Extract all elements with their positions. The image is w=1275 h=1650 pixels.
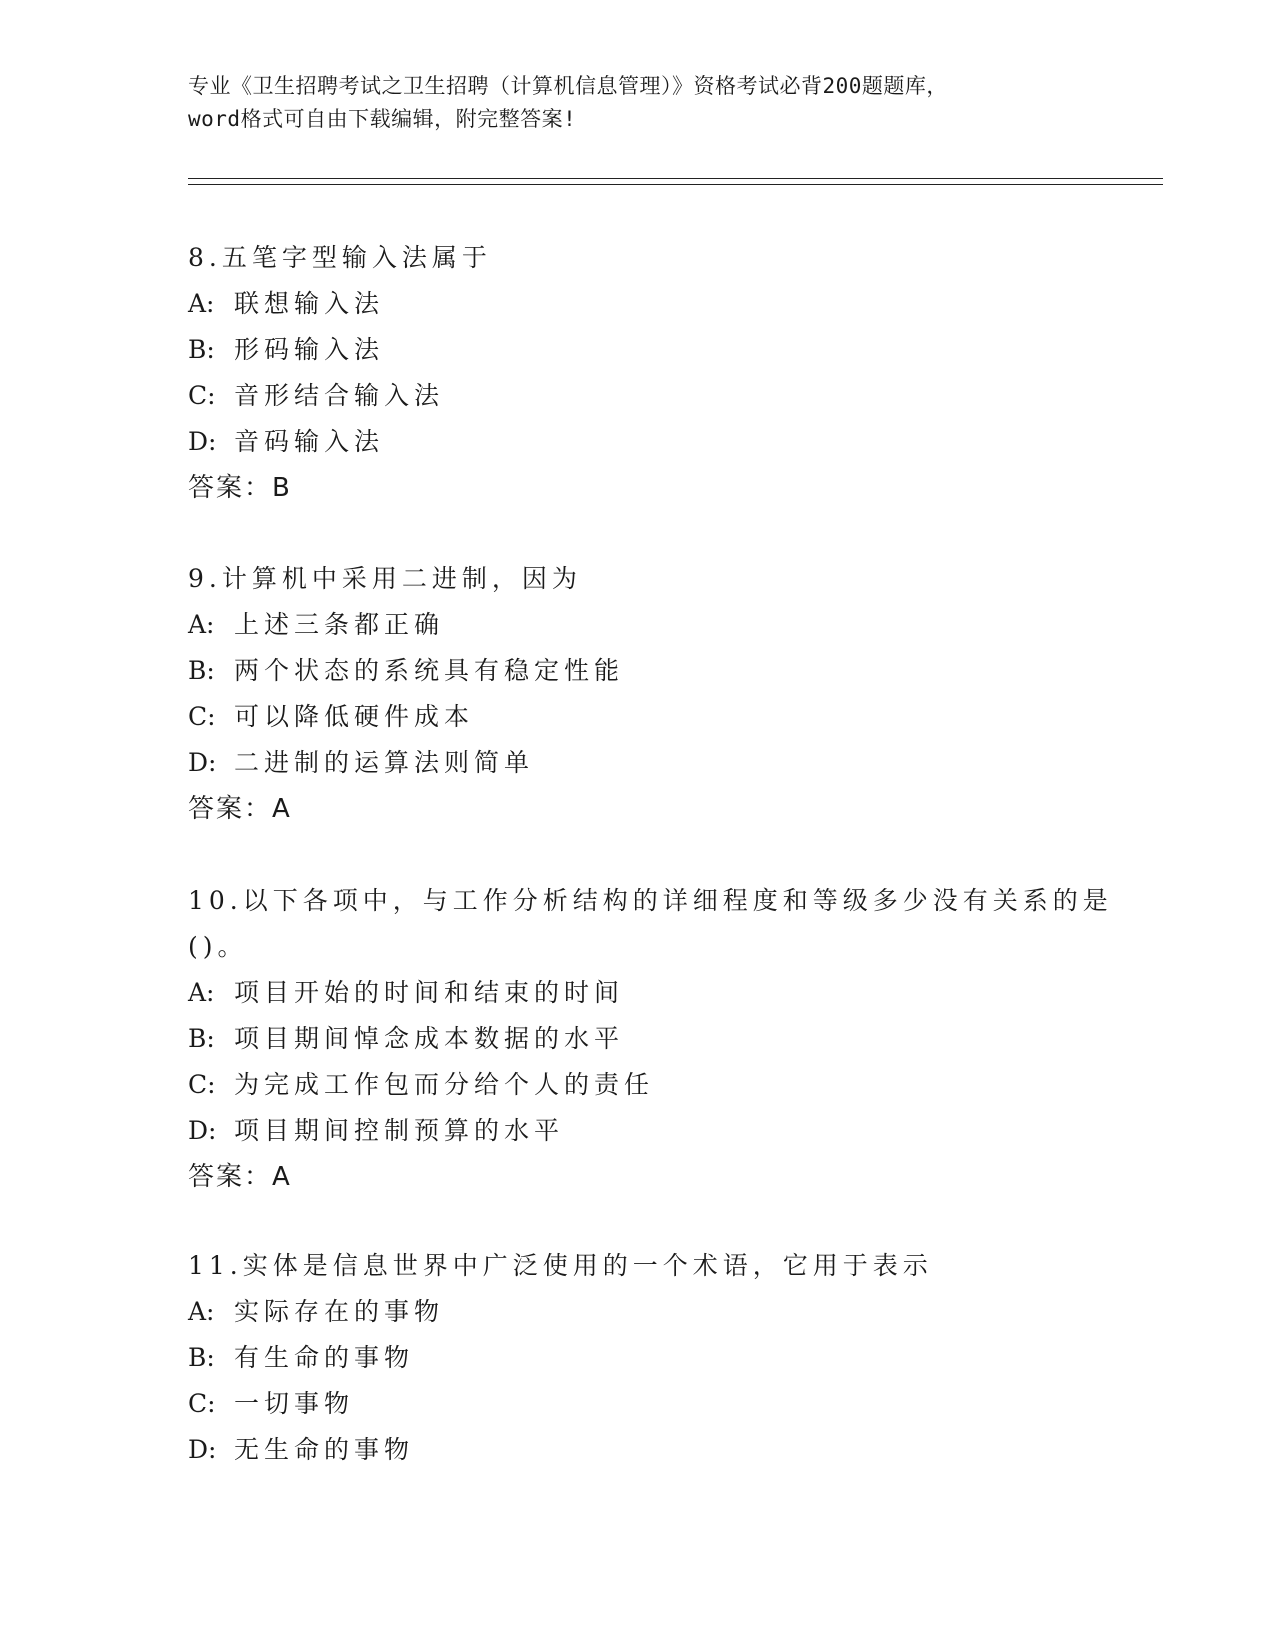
option-text: 音形结合输入法 — [234, 381, 445, 410]
option-b — [188, 1016, 1188, 1062]
option-text: 有生命的事物 — [234, 1343, 415, 1372]
option-text: 项目开始的时间和结束的时间 — [234, 978, 625, 1007]
question-9 — [188, 556, 1188, 832]
option-d — [188, 1108, 1188, 1154]
option-key: B: — [188, 335, 215, 364]
option-key: C: — [188, 381, 216, 410]
question-text: 8.五笔字型输入法属于 — [188, 243, 492, 272]
question-text-line1: 10.以下各项中，与工作分析结构的详细程度和等级多少没有关系的是 — [188, 886, 1113, 915]
option-key: B: — [188, 1024, 215, 1053]
option-b — [188, 648, 1188, 694]
option-key: A: — [188, 978, 215, 1007]
option-key: B: — [188, 656, 215, 685]
option-b — [188, 327, 1188, 373]
option-text: 一切事物 — [234, 1389, 355, 1418]
option-d — [188, 1427, 1188, 1473]
option-a — [188, 970, 1188, 1016]
option-c — [188, 694, 1188, 740]
option-key: D: — [188, 1116, 217, 1145]
option-key: D: — [188, 427, 217, 456]
question-11 — [188, 1243, 1188, 1473]
option-a — [188, 1289, 1188, 1335]
question-text-line2: ()。 — [188, 932, 248, 961]
option-text: 为完成工作包而分给个人的责任 — [234, 1070, 655, 1099]
option-key: A: — [188, 610, 215, 639]
option-text: 项目期间控制预算的水平 — [234, 1116, 565, 1145]
option-c — [188, 1381, 1188, 1427]
header-divider-bottom — [188, 184, 1163, 185]
option-text: 可以降低硬件成本 — [234, 702, 475, 731]
answer-line: 答案：A — [188, 794, 292, 824]
option-a — [188, 602, 1188, 648]
option-text: 上述三条都正确 — [234, 610, 445, 639]
option-key: D: — [188, 1435, 217, 1464]
option-key: C: — [188, 702, 216, 731]
option-text: 项目期间悼念成本数据的水平 — [234, 1024, 625, 1053]
answer-line: 答案：A — [188, 1162, 292, 1192]
option-d — [188, 419, 1188, 465]
question-text: 9.计算机中采用二进制，因为 — [188, 564, 582, 593]
option-c — [188, 373, 1188, 419]
option-key: A: — [188, 1297, 215, 1326]
option-text: 形码输入法 — [234, 335, 385, 364]
option-b — [188, 1335, 1188, 1381]
option-text: 实际存在的事物 — [234, 1297, 445, 1326]
option-text: 二进制的运算法则简单 — [234, 748, 535, 777]
question-text: 11.实体是信息世界中广泛使用的一个术语，它用于表示 — [188, 1251, 933, 1280]
option-key: D: — [188, 748, 217, 777]
header-title-line2: word格式可自由下载编辑，附完整答案! — [188, 107, 577, 131]
option-key: A: — [188, 289, 215, 318]
document-header — [188, 70, 1088, 136]
answer-line: 答案：B — [188, 473, 292, 503]
option-d — [188, 740, 1188, 786]
header-title-line1: 专业《卫生招聘考试之卫生招聘（计算机信息管理）》资格考试必背200题题库， — [188, 74, 948, 98]
option-c — [188, 1062, 1188, 1108]
option-key: C: — [188, 1070, 216, 1099]
option-key: C: — [188, 1389, 216, 1418]
option-text: 音码输入法 — [234, 427, 385, 456]
question-10 — [188, 878, 1188, 1200]
option-text: 无生命的事物 — [234, 1435, 415, 1464]
option-text: 两个状态的系统具有稳定性能 — [234, 656, 625, 685]
question-8 — [188, 235, 1188, 511]
option-text: 联想输入法 — [234, 289, 385, 318]
header-divider-top — [188, 178, 1163, 179]
option-a — [188, 281, 1188, 327]
option-key: B: — [188, 1343, 215, 1372]
